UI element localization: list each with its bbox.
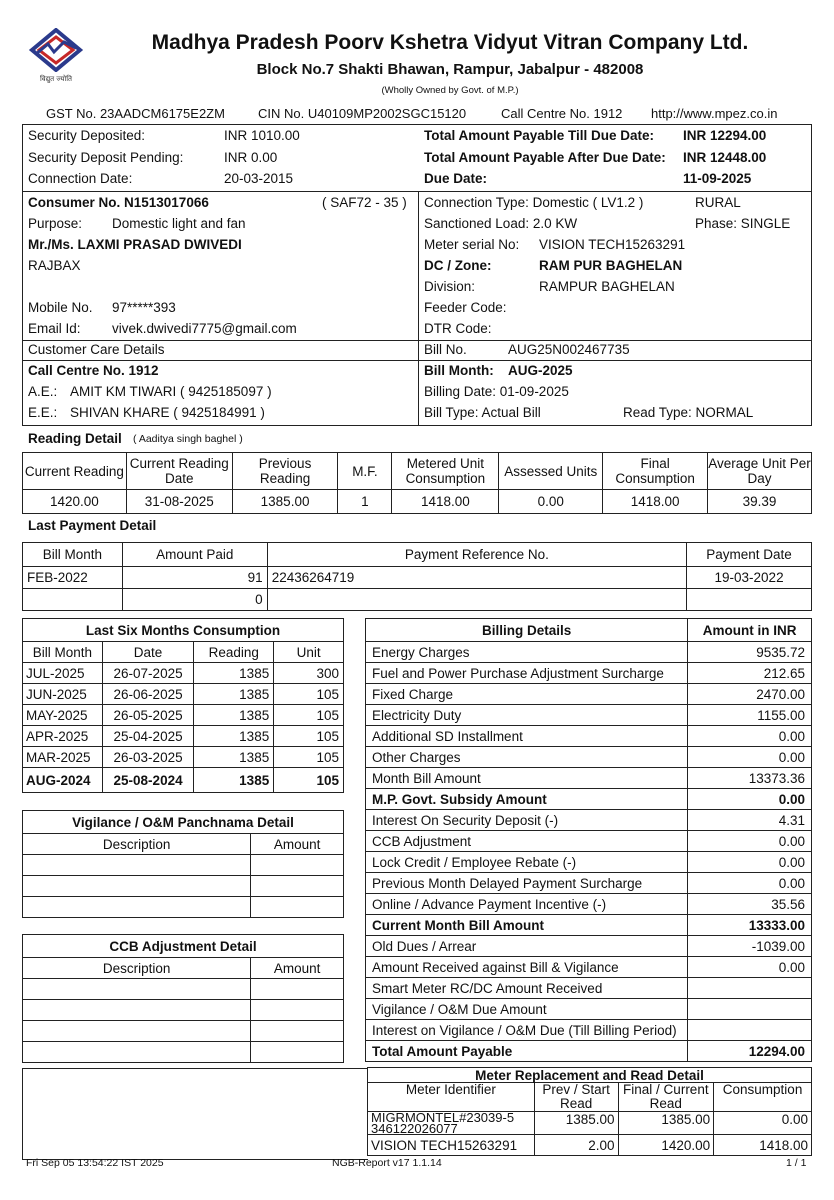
six-months-row (23, 663, 344, 684)
six-months-cell: 105 (274, 684, 344, 705)
six-months-cell: JUN-2025 (23, 684, 103, 705)
billing-item-amount (688, 1020, 812, 1041)
dtr-code: DTR Code: (424, 321, 492, 336)
billing-row (366, 873, 812, 894)
six-months-cell: 26-03-2025 (102, 747, 194, 768)
payment-header: Amount Paid (122, 543, 267, 567)
meter-cell: MIGRMONTEL#23039-5 346122026077 (368, 1112, 535, 1135)
reading-value: 0.00 (499, 490, 603, 514)
billing-row (366, 810, 812, 831)
six-months-row (23, 726, 344, 747)
saf-code: ( SAF72 - 35 ) (322, 195, 407, 210)
billing-row (366, 726, 812, 747)
billing-item-label: Electricity Duty (366, 705, 688, 726)
six-months-cell: 26-07-2025 (102, 663, 194, 684)
payment-cell: 19-03-2022 (687, 567, 812, 589)
billing-row (366, 936, 812, 957)
ccb-header: Amount (251, 958, 344, 979)
billing-row (366, 705, 812, 726)
meter-cell: 0.00 (714, 1112, 812, 1135)
mobile-value: 97*****393 (112, 300, 176, 315)
vigilance-title: Vigilance / O&M Panchnama Detail (23, 811, 344, 834)
bill-month-value: AUG-2025 (508, 363, 573, 378)
feeder-code: Feeder Code: (424, 300, 507, 315)
payable-after-due-value: INR 12448.00 (683, 150, 767, 165)
due-date-value: 11-09-2025 (683, 171, 752, 186)
six-months-title: Last Six Months Consumption (23, 619, 344, 642)
meter-cell: 1385.00 (618, 1112, 714, 1135)
logo-caption: विद्युत ज्योति (39, 75, 72, 83)
billing-row (366, 915, 812, 936)
billing-item-amount: 1155.00 (688, 705, 812, 726)
billing-item-label: Lock Credit / Employee Rebate (-) (366, 852, 688, 873)
vigilance-row (23, 897, 344, 918)
ccb-row (23, 979, 344, 1000)
payment-cell (267, 589, 686, 611)
last-payment-title: Last Payment Detail (28, 518, 157, 533)
division-value: RAMPUR BAGHELAN (539, 279, 675, 294)
vigilance-header: Description (23, 834, 251, 855)
meter-cell: VISION TECH15263291 (368, 1135, 535, 1156)
reading-header: Final Consumption (603, 453, 708, 490)
ae-label: A.E.: (28, 384, 58, 399)
six-months-cell: 1385 (194, 684, 274, 705)
six-months-header: Date (102, 642, 194, 663)
consumer-number: Consumer No. N1513017066 (28, 195, 209, 210)
mobile-label: Mobile No. (28, 300, 93, 315)
reading-value: 1418.00 (392, 490, 499, 514)
meter-table (367, 1067, 812, 1156)
billing-item-amount: 12294.00 (688, 1041, 812, 1062)
six-months-cell: 105 (274, 705, 344, 726)
connection-date-label: Connection Date: (28, 171, 133, 186)
billing-item-amount: 13333.00 (688, 915, 812, 936)
page-number: 1 / 1 (786, 1157, 807, 1169)
vigilance-row (23, 855, 344, 876)
billing-item-label: Previous Month Delayed Payment Surcharge (366, 873, 688, 894)
cin-number: CIN No. U40109MP2002SGC15120 (258, 106, 467, 121)
six-months-cell: 105 (274, 726, 344, 747)
payment-header: Bill Month (23, 543, 123, 567)
amount-header: Amount in INR (688, 619, 812, 642)
due-date-label: Due Date: (424, 171, 488, 186)
six-months-table (22, 618, 344, 793)
six-months-row (23, 705, 344, 726)
payment-row (23, 567, 812, 589)
billing-item-label: Total Amount Payable (366, 1041, 688, 1062)
sanctioned-load: Sanctioned Load: 2.0 KW (424, 216, 578, 231)
billing-item-label: M.P. Govt. Subsidy Amount (366, 789, 688, 810)
reader-name: ( Aaditya singh baghel ) (133, 433, 243, 445)
billing-item-amount: 0.00 (688, 957, 812, 978)
area-type: RURAL (695, 195, 741, 210)
ccb-row (23, 1000, 344, 1021)
ccb-title: CCB Adjustment Detail (23, 935, 344, 958)
billing-item-amount: 9535.72 (688, 642, 812, 663)
six-months-cell: 1385 (194, 663, 274, 684)
billing-item-label: Current Month Bill Amount (366, 915, 688, 936)
billing-item-amount: 4.31 (688, 810, 812, 831)
company-address: Block No.7 Shakti Bhawan, Rampur, Jabalpur - 482008 (256, 61, 644, 78)
reading-header: Metered Unit Consumption (392, 453, 499, 490)
reading-value: 1 (338, 490, 392, 514)
billing-item-amount: 212.65 (688, 663, 812, 684)
billing-row (366, 831, 812, 852)
billing-item-amount: -1039.00 (688, 936, 812, 957)
six-months-cell: 300 (274, 663, 344, 684)
billing-row (366, 1041, 812, 1062)
billing-row (366, 999, 812, 1020)
payment-cell (23, 589, 123, 611)
customer-care-title: Customer Care Details (28, 342, 165, 357)
billing-item-amount: 0.00 (688, 747, 812, 768)
billing-title: Billing Details (366, 619, 688, 642)
bill-no-label: Bill No. (424, 342, 467, 357)
payment-row (23, 589, 812, 611)
billing-item-label: CCB Adjustment (366, 831, 688, 852)
six-months-cell: JUL-2025 (23, 663, 103, 684)
security-deposited-value: INR 1010.00 (224, 128, 300, 143)
meter-header: Prev / Start Read (534, 1083, 618, 1112)
six-months-cell: 26-06-2025 (102, 684, 194, 705)
ccb-row (23, 1021, 344, 1042)
bill-month-label: Bill Month: (424, 363, 494, 378)
billing-item-label: Amount Received against Bill & Vigilance (366, 957, 688, 978)
ae-value: AMIT KM TIWARI ( 9425185097 ) (70, 384, 272, 399)
six-months-cell: 1385 (194, 705, 274, 726)
billing-item-amount: 0.00 (688, 726, 812, 747)
billing-row (366, 1020, 812, 1041)
billing-item-amount: 0.00 (688, 789, 812, 810)
last-payment-table (22, 542, 812, 611)
payment-header: Payment Reference No. (267, 543, 686, 567)
vigilance-header: Amount (251, 834, 344, 855)
billing-item-amount (688, 978, 812, 999)
payment-cell (687, 589, 812, 611)
ccb-table (22, 934, 344, 1063)
meter-cell: 2.00 (534, 1135, 618, 1156)
billing-item-label: Interest On Security Deposit (-) (366, 810, 688, 831)
purpose-label: Purpose: (28, 216, 83, 231)
consumer-name: Mr./Ms. LAXMI PRASAD DWIVEDI (28, 237, 242, 252)
billing-date: Billing Date: 01-09-2025 (424, 384, 569, 399)
meter-cell: 1385.00 (534, 1112, 618, 1135)
billing-row (366, 663, 812, 684)
bill-no-value: AUG25N002467735 (508, 342, 630, 357)
ccb-header: Description (23, 958, 251, 979)
meter-cell: 1418.00 (714, 1135, 812, 1156)
dc-zone-value: RAM PUR BAGHELAN (539, 258, 683, 273)
meter-header: Final / Current Read (618, 1083, 714, 1112)
billing-item-label: Smart Meter RC/DC Amount Received (366, 978, 688, 999)
six-months-header: Bill Month (23, 642, 103, 663)
header-call-centre: Call Centre No. 1912 (501, 106, 623, 121)
billing-row (366, 789, 812, 810)
billing-item-amount: 2470.00 (688, 684, 812, 705)
billing-item-amount: 0.00 (688, 852, 812, 873)
company-logo (24, 28, 88, 84)
six-months-cell: MAR-2025 (23, 747, 103, 768)
meter-row (368, 1112, 812, 1135)
phase: Phase: SINGLE (695, 216, 791, 231)
billing-item-label: Fuel and Power Purchase Adjustment Surcharge (366, 663, 688, 684)
reading-value: 1418.00 (603, 490, 708, 514)
vigilance-row (23, 876, 344, 897)
meter-header: Meter Identifier (368, 1083, 535, 1112)
gst-number: GST No. 23AADCM6175E2ZM (46, 106, 225, 121)
care-call-centre: Call Centre No. 1912 (28, 363, 159, 378)
billing-item-label: Additional SD Installment (366, 726, 688, 747)
billing-row (366, 768, 812, 789)
billing-item-label: Energy Charges (366, 642, 688, 663)
six-months-cell: 25-04-2025 (102, 726, 194, 747)
reading-value: 1420.00 (23, 490, 127, 514)
reading-header: Assessed Units (499, 453, 603, 490)
sd-pending-value: INR 0.00 (224, 150, 278, 165)
reading-detail-title: Reading Detail (28, 431, 122, 446)
six-months-row (23, 768, 344, 793)
payable-till-due-value: INR 12294.00 (683, 128, 767, 143)
meter-serial-value: VISION TECH15263291 (539, 237, 686, 252)
ccb-row (23, 1042, 344, 1063)
ownership-note: (Wholly Owned by Govt. of M.P.) (381, 85, 519, 96)
billing-item-label: Old Dues / Arrear (366, 936, 688, 957)
print-timestamp: Fri Sep 05 13:54:22 IST 2025 (26, 1157, 164, 1169)
reading-header: M.F. (338, 453, 392, 490)
payment-cell: FEB-2022 (23, 567, 123, 589)
six-months-header: Reading (194, 642, 274, 663)
billing-row (366, 642, 812, 663)
billing-row (366, 957, 812, 978)
connection-date-value: 20-03-2015 (224, 171, 294, 186)
ee-label: E.E.: (28, 405, 58, 420)
billing-row (366, 852, 812, 873)
report-version: NGB-Report v17 1.1.14 (332, 1157, 442, 1169)
payment-cell: 0 (122, 589, 267, 611)
six-months-row (23, 684, 344, 705)
billing-item-label: Fixed Charge (366, 684, 688, 705)
billing-item-amount: 0.00 (688, 831, 812, 852)
billing-item-label: Interest on Vigilance / O&M Due (Till Billing Period) (366, 1020, 688, 1041)
bill-type: Bill Type: Actual Bill (424, 405, 541, 420)
six-months-cell: 26-05-2025 (102, 705, 194, 726)
meter-serial-label: Meter serial No: (424, 237, 520, 252)
email-value: vivek.dwivedi7775@gmail.com (112, 321, 297, 336)
six-months-cell: 105 (274, 768, 344, 793)
vigilance-table (22, 810, 344, 918)
billing-row (366, 894, 812, 915)
billing-item-amount: 35.56 (688, 894, 812, 915)
meter-title: Meter Replacement and Read Detail (368, 1068, 812, 1083)
reading-table (22, 452, 812, 514)
six-months-cell: MAY-2025 (23, 705, 103, 726)
division-label: Division: (424, 279, 476, 294)
reading-value: 39.39 (708, 490, 812, 514)
meter-row (368, 1135, 812, 1156)
dc-zone-label: DC / Zone: (424, 258, 492, 273)
reading-header: Current Reading (23, 453, 127, 490)
billing-item-amount: 0.00 (688, 873, 812, 894)
consumer-address: RAJBAX (28, 258, 81, 273)
read-type: Read Type: NORMAL (623, 405, 754, 420)
six-months-cell: APR-2025 (23, 726, 103, 747)
payable-till-due-label: Total Amount Payable Till Due Date: (424, 128, 655, 143)
reading-value: 1385.00 (232, 490, 338, 514)
reading-value: 31-08-2025 (126, 490, 232, 514)
billing-item-label: Month Bill Amount (366, 768, 688, 789)
payment-cell: 91 (122, 567, 267, 589)
billing-item-label: Online / Advance Payment Incentive (-) (366, 894, 688, 915)
ee-value: SHIVAN KHARE ( 9425184991 ) (70, 405, 265, 420)
billing-item-amount: 13373.36 (688, 768, 812, 789)
six-months-cell: AUG-2024 (23, 768, 103, 793)
payable-after-due-label: Total Amount Payable After Due Date: (424, 150, 666, 165)
billing-item-label: Other Charges (366, 747, 688, 768)
meter-header: Consumption (714, 1083, 812, 1112)
billing-item-amount (688, 999, 812, 1020)
billing-row (366, 747, 812, 768)
reading-header: Previous Reading (232, 453, 338, 490)
six-months-cell: 1385 (194, 747, 274, 768)
six-months-cell: 105 (274, 747, 344, 768)
sd-pending-label: Security Deposit Pending: (28, 150, 184, 165)
purpose-value: Domestic light and fan (112, 216, 246, 231)
info-box (22, 124, 812, 426)
payment-cell: 22436264719 (267, 567, 686, 589)
six-months-cell: 25-08-2024 (102, 768, 194, 793)
reading-header: Average Unit Per Day (708, 453, 812, 490)
six-months-cell: 1385 (194, 726, 274, 747)
billing-item-label: Vigilance / O&M Due Amount (366, 999, 688, 1020)
connection-type: Connection Type: Domestic ( LV1.2 ) (424, 195, 644, 210)
billing-row (366, 684, 812, 705)
payment-header: Payment Date (687, 543, 812, 567)
company-name: Madhya Pradesh Poorv Kshetra Vidyut Vitran Company Ltd. (151, 31, 749, 54)
six-months-header: Unit (274, 642, 344, 663)
meter-cell: 1420.00 (618, 1135, 714, 1156)
website-link[interactable]: http://www.mpez.co.in (651, 106, 778, 121)
billing-row (366, 978, 812, 999)
email-label: Email Id: (28, 321, 81, 336)
reading-header: Current Reading Date (126, 453, 232, 490)
security-deposited-label: Security Deposited: (28, 128, 146, 143)
six-months-cell: 1385 (194, 768, 274, 793)
six-months-row (23, 747, 344, 768)
billing-table (365, 618, 812, 1062)
